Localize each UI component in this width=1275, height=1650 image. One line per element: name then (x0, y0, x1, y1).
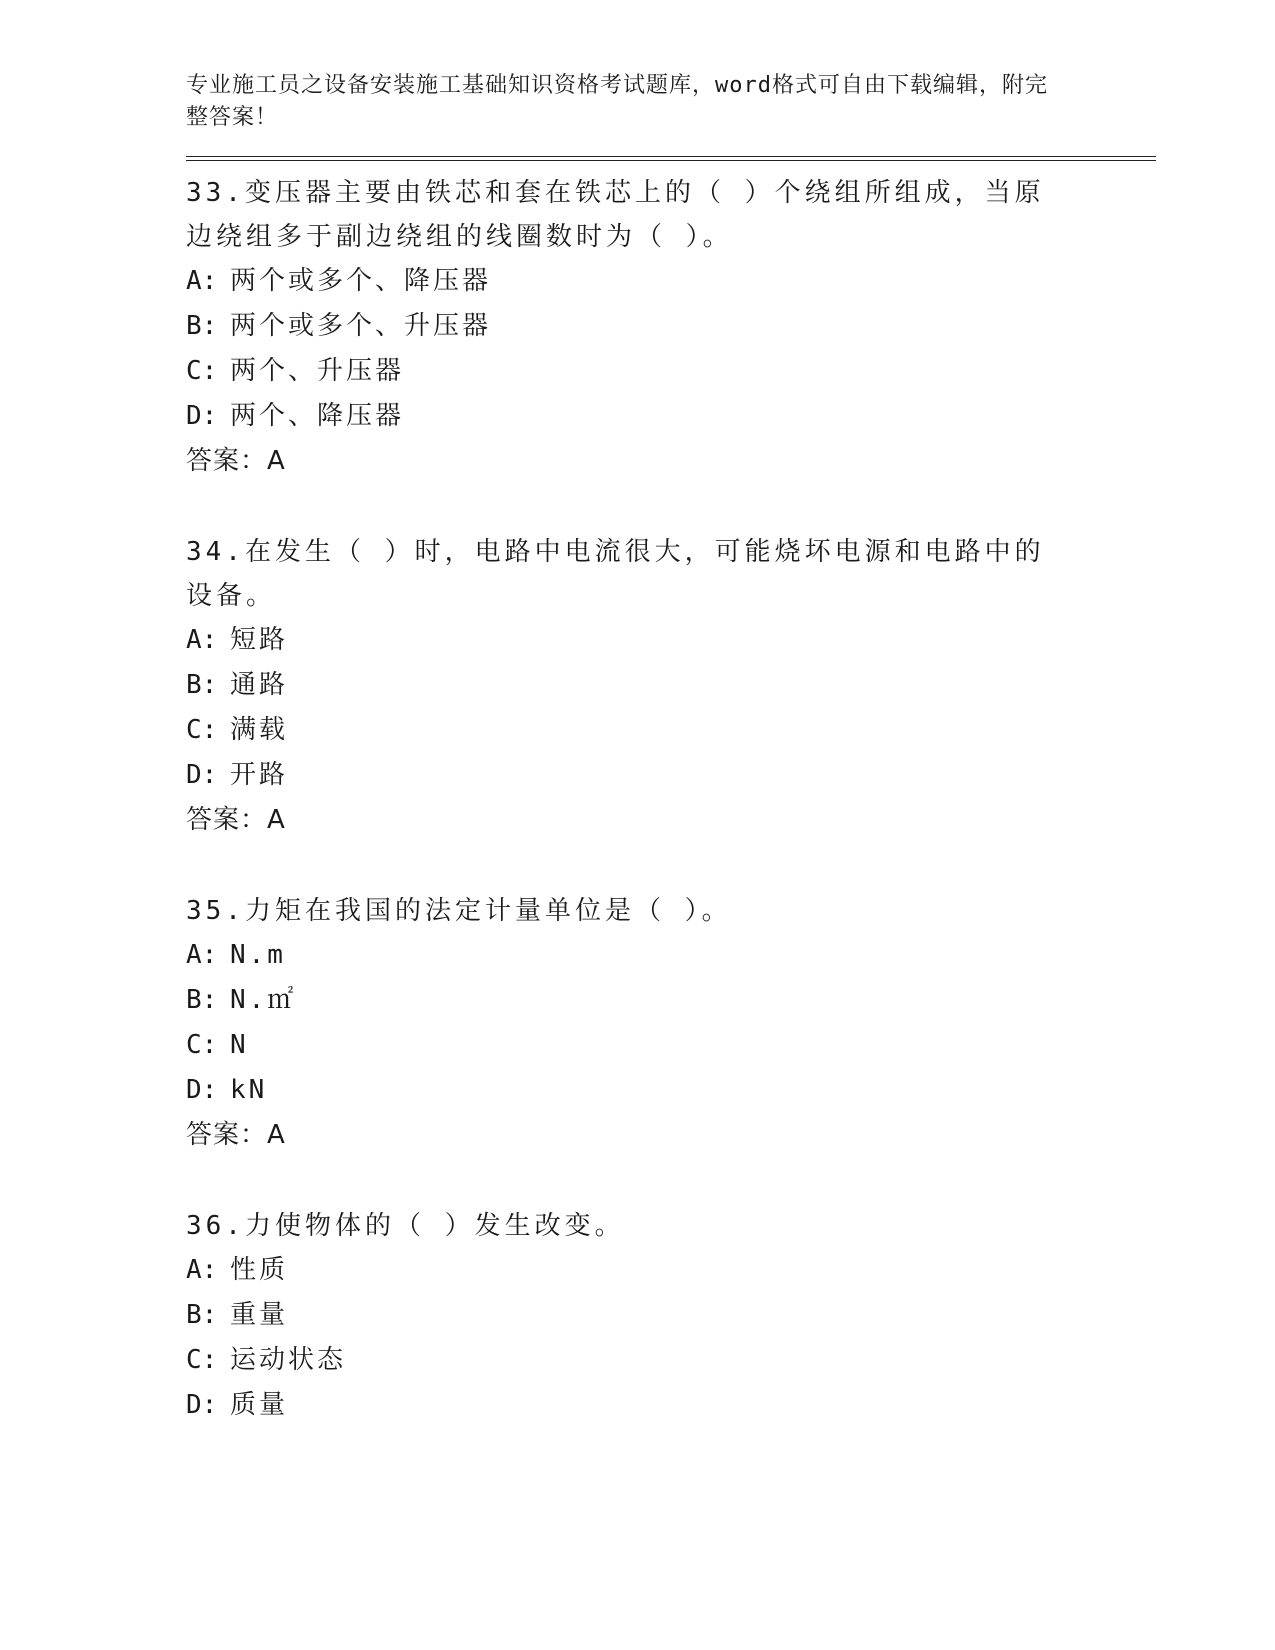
option-label: A: (186, 940, 218, 970)
option-label: D: (186, 760, 218, 790)
option-c (186, 708, 1156, 753)
question-text: 36.力使物体的（ ）发生改变。 (186, 1211, 625, 1241)
question-34 (186, 530, 1156, 843)
option-label: B: (186, 670, 218, 700)
option-text: 性质 (230, 1255, 289, 1285)
question-spacer (186, 843, 1156, 889)
option-text: 两个、升压器 (230, 356, 405, 386)
option-text: 两个或多个、降压器 (230, 266, 492, 296)
question-33 (186, 171, 1156, 484)
question-spacer (186, 1158, 1156, 1204)
answer-line: 答案：A (186, 805, 286, 835)
option-label: A: (186, 266, 218, 296)
option-label: B: (186, 1300, 218, 1330)
option-c (186, 1023, 1156, 1068)
option-b (186, 1293, 1156, 1338)
option-text: 质量 (230, 1390, 289, 1420)
document-header: 专业施工员之设备安装施工基础知识资格考试题库，word格式可自由下载编辑，附完整答案！ (186, 73, 1048, 130)
question-35 (186, 889, 1156, 1158)
option-label: B: (186, 311, 218, 341)
option-text: 通路 (230, 670, 289, 700)
option-c (186, 1338, 1156, 1383)
option-text: 满载 (230, 715, 289, 745)
option-d (186, 753, 1156, 798)
option-b (186, 304, 1156, 349)
question-36 (186, 1204, 1156, 1428)
option-d (186, 1068, 1156, 1113)
question-text: 34.在发生（ ）时，电路中电流很大，可能烧坏电源和电路中的设备。 (186, 537, 1045, 611)
option-a (186, 1248, 1156, 1293)
question-text: 35.力矩在我国的法定计量单位是（ ）。 (186, 896, 732, 926)
option-label: B: (186, 985, 218, 1015)
option-text: 重量 (230, 1300, 289, 1330)
option-text: N (230, 1030, 249, 1060)
option-label: A: (186, 625, 218, 655)
header-double-rule (186, 156, 1156, 161)
option-text: N.m (230, 940, 286, 970)
option-label: A: (186, 1255, 218, 1285)
answer-line: 答案：A (186, 446, 286, 476)
option-text: 开路 (230, 760, 289, 790)
option-label: D: (186, 1075, 218, 1105)
option-a (186, 259, 1156, 304)
option-text: N.㎡ (230, 985, 297, 1015)
option-text: 运动状态 (230, 1345, 347, 1375)
option-label: C: (186, 1345, 218, 1375)
question-text: 33.变压器主要由铁芯和套在铁芯上的（ ）个绕组所组成，当原边绕组多于副边绕组的线圈数时为（ ）。 (186, 178, 1045, 252)
option-text: 两个或多个、升压器 (230, 311, 492, 341)
option-label: C: (186, 356, 218, 386)
option-label: D: (186, 1390, 218, 1420)
option-c (186, 349, 1156, 394)
option-text: 两个、降压器 (230, 401, 405, 431)
document-page (186, 70, 1156, 1428)
option-text: kN (230, 1075, 268, 1105)
option-d (186, 1383, 1156, 1428)
option-text: 短路 (230, 625, 289, 655)
option-a (186, 618, 1156, 663)
option-a (186, 933, 1156, 978)
answer-line: 答案：A (186, 1120, 286, 1150)
option-b (186, 978, 1156, 1023)
option-b (186, 663, 1156, 708)
question-spacer (186, 484, 1156, 530)
option-label: C: (186, 715, 218, 745)
option-label: C: (186, 1030, 218, 1060)
option-d (186, 394, 1156, 439)
option-label: D: (186, 401, 218, 431)
